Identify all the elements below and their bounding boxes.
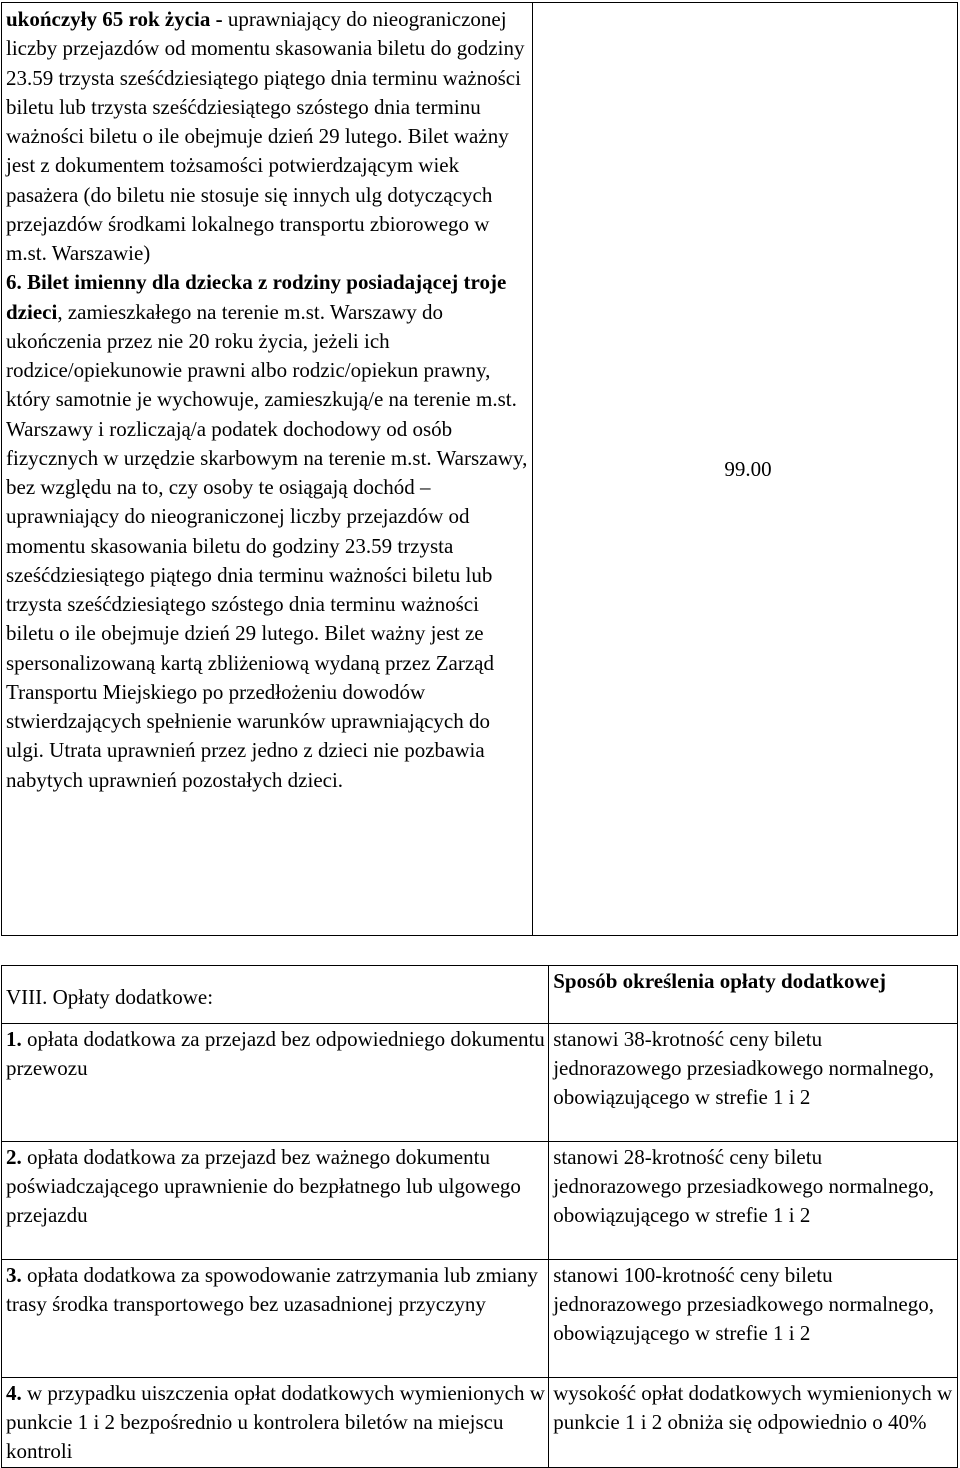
ticket-row (2, 3, 958, 936)
fee-method-cell (549, 1378, 958, 1468)
ticket-price-cell (533, 3, 958, 936)
fee-description: opłata dodatkowa za przejazd bez odpowiedniego dokumentu przewozu (6, 1027, 545, 1081)
fees-method-header: Sposób określenia opłaty dodatkowej (553, 969, 886, 993)
fee-method: stanowi 100-krotność ceny biletu jednorazowego przesiadkowego normalnego, obowiązującego w strefie 1 i 2 (553, 1263, 934, 1346)
fee-number: 2. (6, 1145, 22, 1169)
fee-desc-cell (2, 1024, 549, 1142)
fee-method: stanowi 28-krotność ceny biletu jednorazowego przesiadkowego normalnego, obowiązującego w strefie 1 i 2 (553, 1145, 934, 1228)
fees-method-header-cell (549, 966, 958, 1024)
fee-desc-cell (2, 1378, 549, 1468)
ticket-price: 99.00 (724, 456, 772, 481)
fee-description: opłata dodatkowa za przejazd bez ważnego dokumentu poświadczającego uprawnienie do bezpłatnego lub ulgowego przejazdu (6, 1145, 521, 1228)
fee-row (2, 1024, 958, 1142)
fee-method-cell (549, 1142, 958, 1260)
fee-desc-cell (2, 1142, 549, 1260)
fee-desc-cell (2, 1260, 549, 1378)
ticket-description (2, 3, 532, 795)
fee-desc (2, 1378, 548, 1467)
ticket-6-description: , zamieszkałego na terenie m.st. Warszawy do ukończenia przez nie 20 roku życia, jeżeli ich rodzice/opiekunowie prawni albo rodzic/opiekun prawny, który samotnie je wychowuje, zamieszkują/e na terenie m.st. Warszawy i rozliczają/a podatek dochodowy od osób fizycznych w urzędzie skarbowym na terenie m.st. Warszawy, bez względu na to, czy osoby te osiągają dochód – uprawniający do nieograniczonej liczby przejazdów od momentu skasowania biletu do godziny 23.59 trzysta sześćdziesiątego piątego dnia terminu ważności biletu lub trzysta sześćdziesiątego szóstego dnia terminu ważności biletu o ile obejmuje dzień 29 lutego. Bilet ważny jest ze spersonalizowaną kartą zbliżeniową wydaną przez Zarząd Transportu Miejskiego po przedłożeniu dowodów stwierdzających spełnienie warunków uprawniających do ulgi. Utrata uprawnień przez jedno z dzieci nie pozbawia nabytych uprawnień pozostałych dzieci. (6, 299, 528, 792)
ticket-description-bold: ukończyły 65 rok życia - (6, 7, 223, 31)
fee-number: 4. (6, 1381, 22, 1405)
fees-section-title-cell (2, 966, 549, 1024)
fee-row (2, 1142, 958, 1260)
ticket-description-text: uprawniający do nieograniczonej liczby przejazdów od momentu skasowania biletu do godziny 23.59 trzysta sześćdziesiątego piątego dnia terminu ważności biletu lub trzysta sześćdziesiątego szóstego dnia terminu ważności biletu o ile obejmuje dzień 29 lutego. Bilet ważny jest z dokumentem tożsamości potwierdzającym wiek pasażera (do biletu nie stosuje się innych ulg dotyczących przejazdów środkami lokalnego transportu zbiorowego w m.st. Warszawie) (6, 7, 525, 265)
ticket-description-cell (2, 3, 533, 936)
fee-method: stanowi 38-krotność ceny biletu jednorazowego przesiadkowego normalnego, obowiązującego w strefie 1 i 2 (553, 1027, 934, 1110)
fee-desc (2, 1024, 548, 1083)
fee-method-cell (549, 1024, 958, 1142)
ticket-6-title: 6. Bilet imienny dla dziecka z rodziny posiadającej troje dzieci (6, 270, 507, 324)
ticket-table (1, 2, 958, 936)
fee-number: 1. (6, 1027, 22, 1051)
fee-desc (2, 1142, 548, 1231)
fees-section-title: VIII. Opłaty dodatkowe: (6, 984, 214, 1009)
fee-row (2, 1378, 958, 1468)
fee-method: wysokość opłat dodatkowych wymienionych w punkcie 1 i 2 obniża się odpowiednio o 40% (553, 1381, 953, 1435)
fee-number: 3. (6, 1263, 22, 1287)
fee-method-cell (549, 1260, 958, 1378)
fee-description: w przypadku uiszczenia opłat dodatkowych wymienionych w punkcie 1 i 2 bezpośrednio u kontrolera biletów na miejscu kontroli (6, 1381, 545, 1464)
fee-row (2, 1260, 958, 1378)
fees-header-row (2, 966, 958, 1024)
fee-description: opłata dodatkowa za spowodowanie zatrzymania lub zmiany trasy środka transportowego bez uzasadnionej przyczyny (6, 1263, 538, 1317)
fees-table (1, 965, 958, 1468)
fee-desc (2, 1260, 548, 1319)
